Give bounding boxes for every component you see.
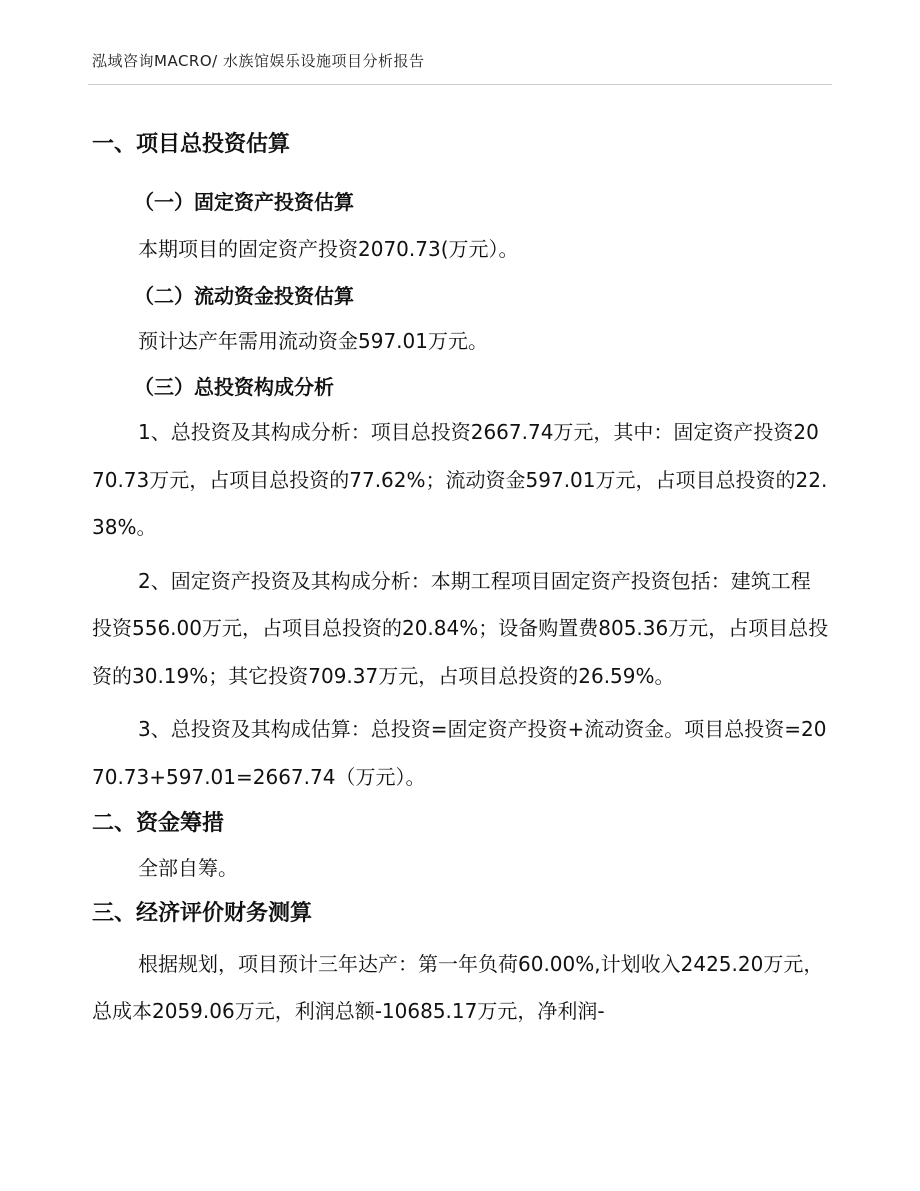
subheading-working-capital: （二）流动资金投资估算 (134, 283, 354, 308)
paragraph-financing: 全部自筹。 (138, 856, 238, 880)
section-heading-financing: 二、资金筹措 (92, 811, 225, 836)
header-rule (88, 84, 832, 85)
section-heading-investment: 一、项目总投资估算 (92, 132, 291, 157)
paragraph-composition-1: 1、总投资及其构成分析：项目总投资2667.74万元，其中：固定资产投资2070.73万元，占项目总投资的77.62%；流动资金597.01万元，占项目总投资的22.38%。 (92, 420, 828, 539)
paragraph-economic-evaluation: 根据规划，项目预计三年达产：第一年负荷60.00%,计划收入2425.20万元，总成本2059.06万元，利润总额-10685.17万元，净利润- (92, 951, 824, 1023)
section-heading-economic-evaluation: 三、经济评价财务测算 (92, 900, 313, 926)
paragraph-fixed-assets: 本期项目的固定资产投资2070.73(万元）。 (138, 237, 519, 261)
paragraph-working-capital: 预计达产年需用流动资金597.01万元。 (138, 328, 488, 353)
running-header: 泓域咨询MACRO/ 水族馆娱乐设施项目分析报告 (92, 52, 425, 70)
subheading-fixed-assets: （一）固定资产投资估算 (134, 190, 354, 214)
paragraph-composition-3: 3、总投资及其构成估算：总投资=固定资产投资+流动资金。项目总投资=2070.73+597.01=2667.74（万元）。 (92, 717, 827, 789)
paragraph-composition-2: 2、固定资产投资及其构成分析：本期工程项目固定资产投资包括：建筑工程投资556.00万元，占项目总投资的20.84%；设备购置费805.36万元，占项目总投资的30.19%；其它投资709.37万元，占项目总投资的26.59%。 (92, 568, 829, 688)
document-body (92, 130, 830, 1036)
subheading-composition: （三）总投资构成分析 (134, 375, 334, 399)
